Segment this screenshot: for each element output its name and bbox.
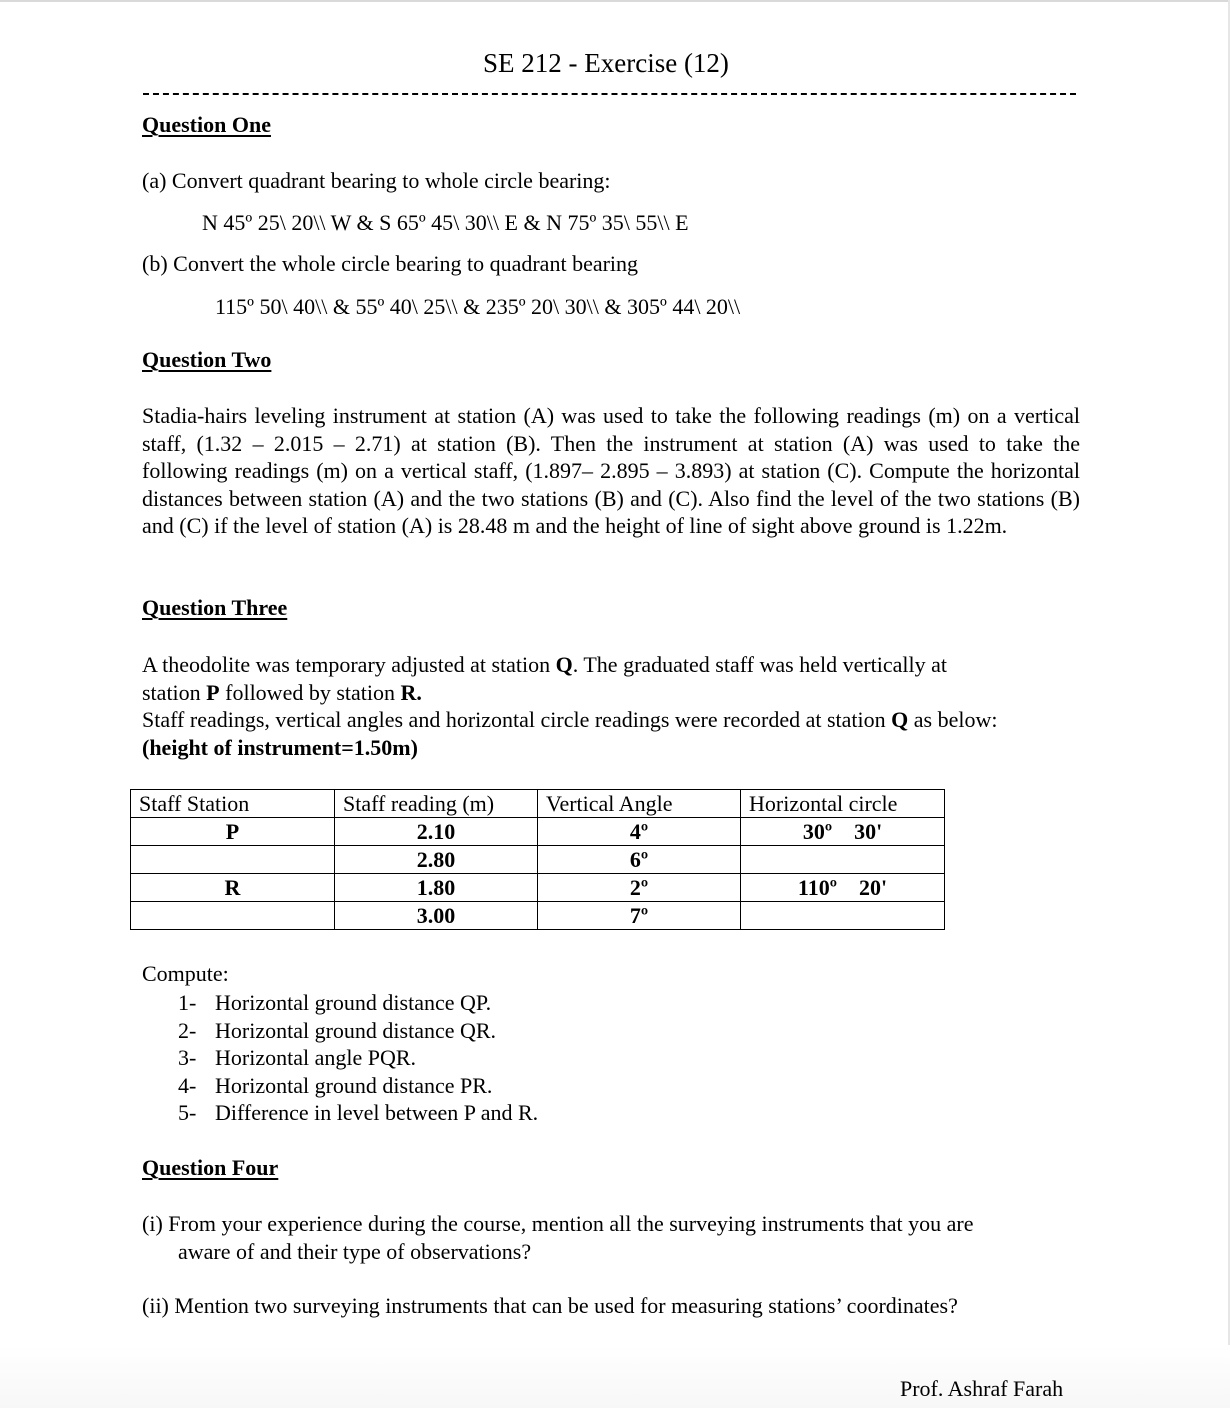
header-staff-reading: Staff reading (m) [335, 790, 538, 818]
list-item-number: 3- [178, 1045, 197, 1070]
intro-line-2 [142, 679, 1092, 707]
list-item-text: Difference in level between P and R. [215, 1100, 539, 1125]
header-staff-station: Staff Station [131, 790, 335, 818]
table-header-row [131, 790, 945, 818]
list-item-text: Horizontal ground distance PR. [215, 1072, 493, 1098]
station-q-label: Q [891, 707, 909, 732]
page-top-border [0, 0, 1230, 2]
cell-station [131, 902, 335, 930]
cell-vertical-angle: 7º [538, 902, 741, 930]
intro-text: A theodolite was temporary adjusted at station [142, 652, 556, 677]
list-item-number: 1- [178, 990, 197, 1015]
list-item [178, 1099, 538, 1127]
dashed-divider [143, 93, 1076, 95]
station-p-label: P [206, 679, 220, 705]
question-one-a-text: (a) Convert quadrant bearing to whole circle bearing: [142, 168, 611, 193]
intro-line-3 [142, 706, 1092, 734]
station-q-label: Q [555, 652, 573, 677]
intro-line-1 [142, 651, 1092, 679]
compute-label: Compute: [142, 961, 229, 986]
question-three-heading: Question Three [142, 595, 288, 620]
question-four-i [142, 1210, 1092, 1265]
list-item-number: 2- [178, 1017, 197, 1043]
intro-text: . The graduated staff was held vertically at [572, 652, 948, 677]
list-item [178, 1072, 538, 1100]
readings-table [130, 789, 945, 930]
question-four-i-line1: (i) From your experience during the course, mention all the surveying instruments that you are [142, 1211, 974, 1236]
question-four-ii: (ii) Mention two surveying instruments that can be used for measuring stations’ coordinates? [142, 1293, 958, 1318]
cell-station: P [131, 818, 335, 846]
question-four-i-line2: aware of and their type of observations? [178, 1238, 532, 1264]
header-horizontal-circle: Horizontal circle [741, 790, 945, 818]
intro-text: station [142, 679, 207, 705]
page-title: SE 212 - Exercise (12) [483, 48, 729, 78]
intro-text: followed by station [219, 679, 401, 705]
list-item [178, 1017, 538, 1045]
question-three-intro [142, 651, 1092, 761]
question-two-body: Stadia-hairs leveling instrument at station (A) was used to take the following readings (m) on a vertical staff, (1.32 – 2.015 – 2.71) at station (B). Then the instrument at station (A) was used to take the following readings (m) on a vertical staff, (1.897– 2.895 – 3.893) at station (C). Compute the horizontal distances between station (A) and the two stations (B) and (C). Also find the level of the two stations (B) and (C) if the level of station (A) is 28.48 m and the height of line of sight above ground is 1.22m. [142, 403, 1080, 538]
table-row [131, 818, 945, 846]
list-item [178, 1044, 538, 1072]
question-one-b-values: 115º 50\ 40\\ & 55º 40\ 25\\ & 235º 20\ 30\\ & 305º 44\ 20\\ [215, 294, 741, 319]
station-r-label: R. [400, 679, 422, 705]
list-item [178, 989, 538, 1017]
intro-text: Staff readings, vertical angles and horizontal circle readings were recorded at station [142, 707, 892, 732]
list-item-text: Horizontal angle PQR. [215, 1045, 417, 1070]
question-one-a-values: N 45º 25\ 20\\ W & S 65º 45\ 30\\ E & N 75º 35\ 55\\ E [202, 210, 689, 235]
header-vertical-angle: Vertical Angle [538, 790, 741, 818]
cell-horizontal-circle: 30º 30' [741, 818, 945, 846]
cell-horizontal-circle [741, 902, 945, 930]
cell-horizontal-circle [741, 846, 945, 874]
compute-list [178, 989, 538, 1127]
cell-vertical-angle: 6º [538, 846, 741, 874]
cell-horizontal-circle: 110º 20' [741, 874, 945, 902]
author-signature: Prof. Ashraf Farah [900, 1376, 1064, 1401]
list-item-number: 4- [178, 1072, 197, 1098]
cell-staff-reading: 2.80 [335, 846, 538, 874]
instrument-height: (height of instrument=1.50m) [142, 734, 418, 760]
question-two-heading: Question Two [142, 347, 272, 372]
list-item-number: 5- [178, 1100, 197, 1125]
cell-station: R [131, 874, 335, 902]
table-row [131, 874, 945, 902]
cell-station [131, 846, 335, 874]
list-item-text: Horizontal ground distance QP. [215, 990, 492, 1015]
cell-staff-reading: 2.10 [335, 818, 538, 846]
question-one-heading: Question One [142, 112, 271, 137]
cell-vertical-angle: 2º [538, 874, 741, 902]
intro-text: as below: [908, 707, 998, 732]
question-four-heading: Question Four [142, 1155, 279, 1180]
cell-staff-reading: 3.00 [335, 902, 538, 930]
table-row [131, 846, 945, 874]
question-one-b-text: (b) Convert the whole circle bearing to quadrant bearing [142, 251, 639, 276]
cell-vertical-angle: 4º [538, 818, 741, 846]
table-row [131, 902, 945, 930]
cell-staff-reading: 1.80 [335, 874, 538, 902]
list-item-text: Horizontal ground distance QR. [215, 1017, 497, 1043]
